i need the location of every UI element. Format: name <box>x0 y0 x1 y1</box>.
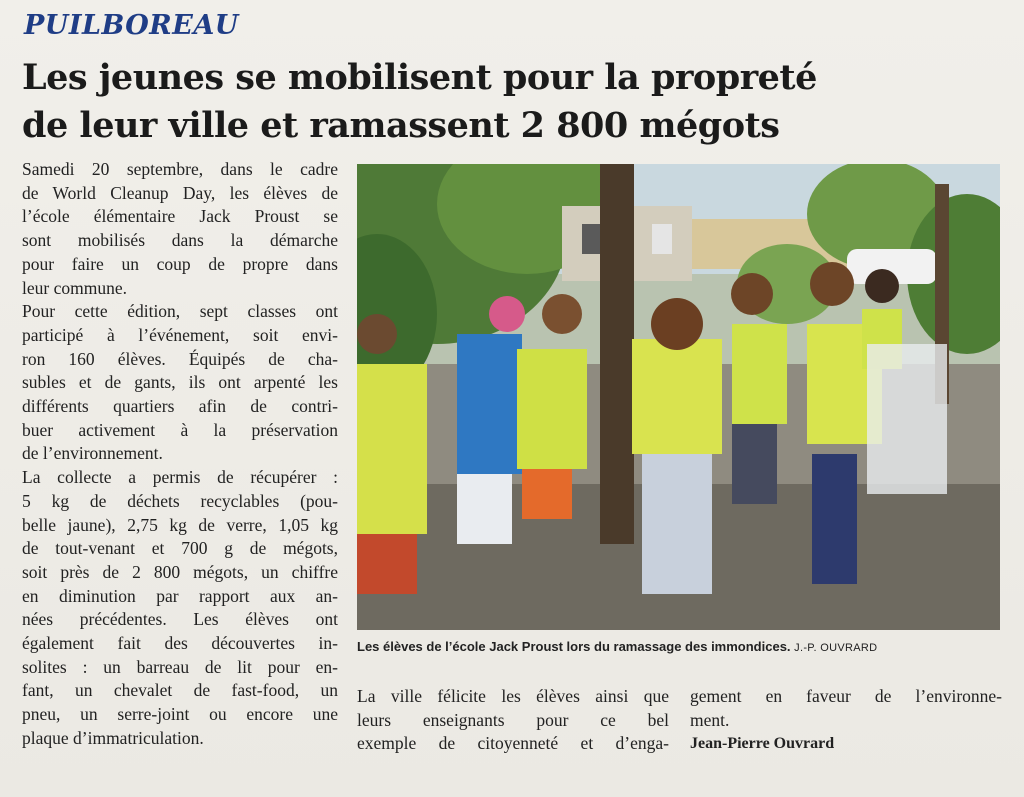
col1-line: de l’environnement. <box>22 443 163 464</box>
col1-line: Pour cette édition, sept classes ont <box>22 301 338 322</box>
col1-line: ron 160 élèves. Équipés de cha- <box>22 348 338 369</box>
col1-line: nées précédentes. Les élèves ont <box>22 609 338 630</box>
photo-credit: J.-P. OUVRARD <box>794 642 878 654</box>
col3-line: gement en faveur de l’environne- <box>690 686 1002 706</box>
body-column-2 <box>357 685 669 756</box>
author-signature: Jean-Pierre Ouvrard <box>690 735 835 753</box>
col3-line: ment. <box>690 709 730 730</box>
col1-line: de tout-venant et 700 g de mégots, <box>22 538 338 559</box>
article-photo <box>357 164 1000 630</box>
col1-line: également fait des découvertes in- <box>22 633 338 654</box>
col1-line: participé à l’événement, soit envi- <box>22 324 338 345</box>
caption-text: Les élèves de l’école Jack Proust lors du ramassage des immondices. <box>357 639 791 654</box>
body-column-1 <box>22 158 338 751</box>
col1-line: subles et de gants, ils ont arpenté les <box>22 372 338 393</box>
col1-line: leur commune. <box>22 277 127 298</box>
col2-line: exemple de citoyenneté et d’enga- <box>357 733 669 754</box>
headline-line-1: Les jeunes se mobilisent pour la propreté <box>22 57 817 98</box>
col1-line: 5 kg de déchets recyclables (pou- <box>22 490 338 511</box>
col1-line: solites : un barreau de lit pour en- <box>22 656 338 677</box>
col1-line: belle jaune), 2,75 kg de verre, 1,05 kg <box>22 514 338 535</box>
col2-line: La ville félicite les élèves ainsi que <box>357 686 669 706</box>
headline <box>22 54 1002 150</box>
col2-line: leurs enseignants pour ce bel <box>357 709 669 730</box>
col1-line: différents quartiers afin de contri- <box>22 396 338 417</box>
col1-line: de World Cleanup Day, les élèves de <box>22 182 338 203</box>
photo-caption <box>357 639 1000 654</box>
col1-line: fant, un chevalet de fast-food, un <box>22 680 338 701</box>
col1-line: La collecte a permis de récupérer : <box>22 467 338 488</box>
col1-line: soit près de 2 800 mégots, un chiffre <box>22 561 338 582</box>
photo-illustration <box>357 164 1000 630</box>
col1-line: l’école élémentaire Jack Proust se <box>22 206 338 227</box>
headline-line-2: de leur ville et ramassent 2 800 mégots <box>22 105 780 146</box>
col1-line: pneu, un serre-joint ou encore une <box>22 704 338 725</box>
col1-line: sont mobilisés dans la démarche <box>22 230 338 251</box>
col1-line: pour faire un coup de propre dans <box>22 253 338 274</box>
section-kicker: PUILBOREAU <box>24 10 239 41</box>
col1-line: buer activement à la préservation <box>22 419 338 440</box>
col1-line: Samedi 20 septembre, dans le cadre <box>22 159 338 179</box>
col1-line: plaque d’immatriculation. <box>22 727 204 748</box>
col1-line: en diminution par rapport aux an- <box>22 585 338 606</box>
body-column-3 <box>690 685 1002 756</box>
